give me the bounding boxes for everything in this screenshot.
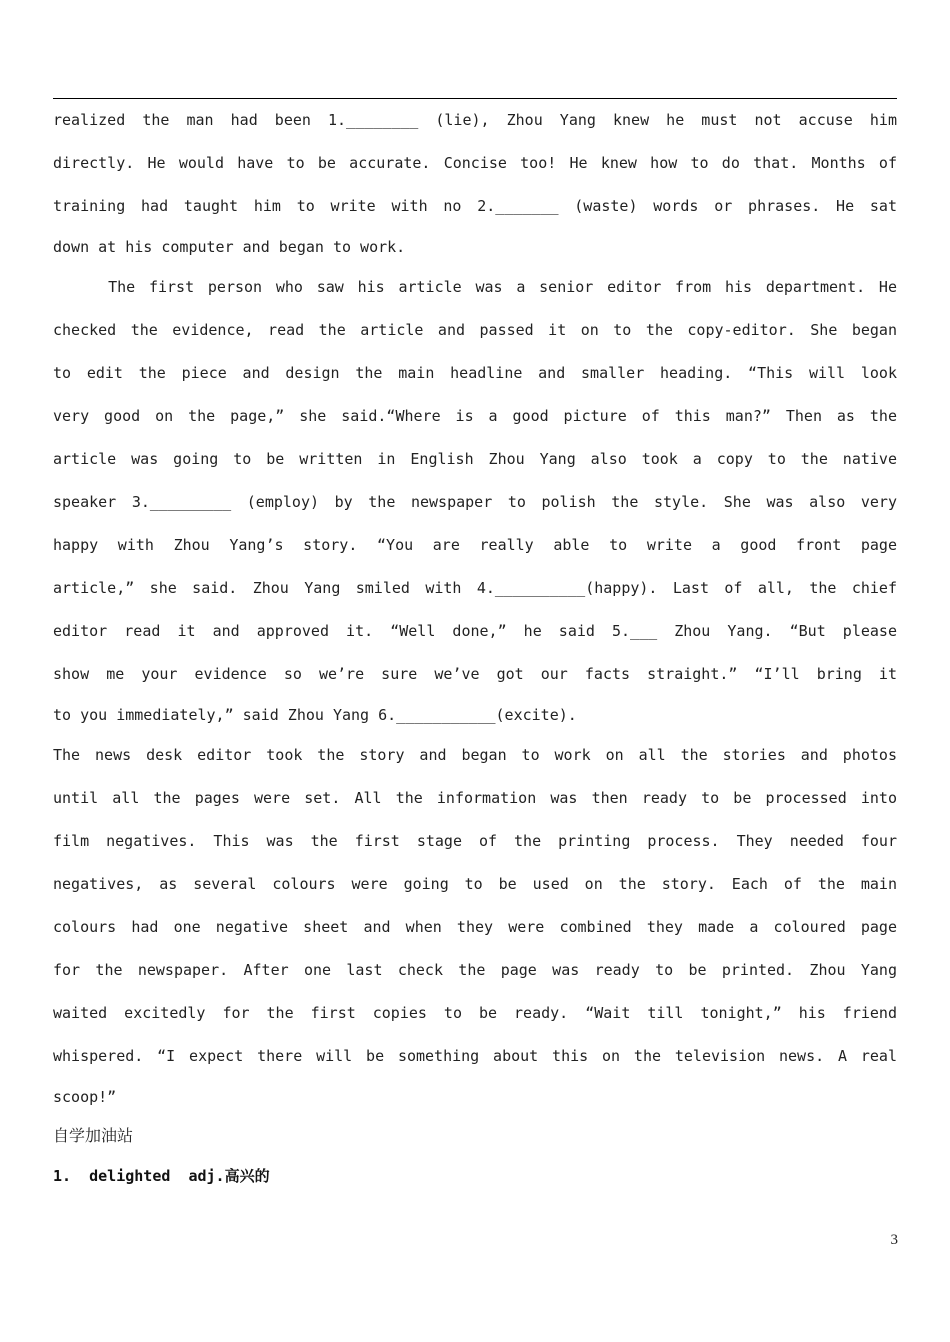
text-line: colours had one negative sheet and when they were combined they made a coloured page — [53, 918, 897, 936]
text-line: down at his computer and began to work. — [53, 238, 406, 256]
text-line: realized the man had been 1.________ (lie), Zhou Yang knew he must not accuse him — [53, 111, 897, 129]
section-heading: 自学加油站 — [53, 1126, 134, 1145]
text-line: show me your evidence so we’re sure we’ve got our facts straight.” “I’ll bring it — [53, 665, 897, 683]
paragraph-2 — [53, 266, 897, 734]
text-line: checked the evidence, read the article and passed it on to the copy-editor. She began — [53, 321, 897, 339]
text-line: for the newspaper. After one last check the page was ready to be printed. Zhou Yang — [53, 961, 897, 979]
passage-body — [53, 99, 897, 1196]
text-line: The news desk editor took the story and began to work on all the stories and photos — [53, 746, 897, 764]
text-line: article was going to be written in English Zhou Yang also took a copy to the native — [53, 450, 897, 468]
text-line: waited excitedly for the first copies to be ready. “Wait till tonight,” his friend — [53, 1004, 897, 1022]
vocab-item: 1. delighted adj.高兴的 — [53, 1167, 270, 1185]
text-line: The first person who saw his article was a senior editor from his department. He — [53, 278, 897, 296]
text-line: film negatives. This was the first stage of the printing process. They needed four — [53, 832, 897, 850]
text-line: to edit the piece and design the main headline and smaller heading. “This will look — [53, 364, 897, 382]
text-line: happy with Zhou Yang’s story. “You are really able to write a good front page — [53, 536, 897, 554]
text-line: very good on the page,” she said.“Where is a good picture of this man?” Then as the — [53, 407, 897, 425]
text-line: negatives, as several colours were going to be used on the story. Each of the main — [53, 875, 897, 893]
paragraph-1 — [53, 99, 897, 266]
text-line: article,” she said. Zhou Yang smiled with 4.__________(happy). Last of all, the chief — [53, 579, 897, 597]
text-line: editor read it and approved it. “Well done,” he said 5.___ Zhou Yang. “But please — [53, 622, 897, 640]
paragraph-3 — [53, 734, 897, 1116]
text-line: scoop!” — [53, 1088, 117, 1106]
text-line: training had taught him to write with no 2._______ (waste) words or phrases. He sat — [53, 197, 897, 215]
text-line: whispered. “I expect there will be something about this on the television news. A real — [53, 1047, 897, 1065]
text-line: to you immediately,” said Zhou Yang 6.___________(excite). — [53, 706, 577, 724]
text-line: speaker 3._________ (employ) by the newspaper to polish the style. She was also very — [53, 493, 897, 511]
text-line: directly. He would have to be accurate. Concise too! He knew how to do that. Months of — [53, 154, 897, 172]
text-line: until all the pages were set. All the information was then ready to be processed into — [53, 789, 897, 807]
page-number: 3 — [890, 1232, 898, 1248]
